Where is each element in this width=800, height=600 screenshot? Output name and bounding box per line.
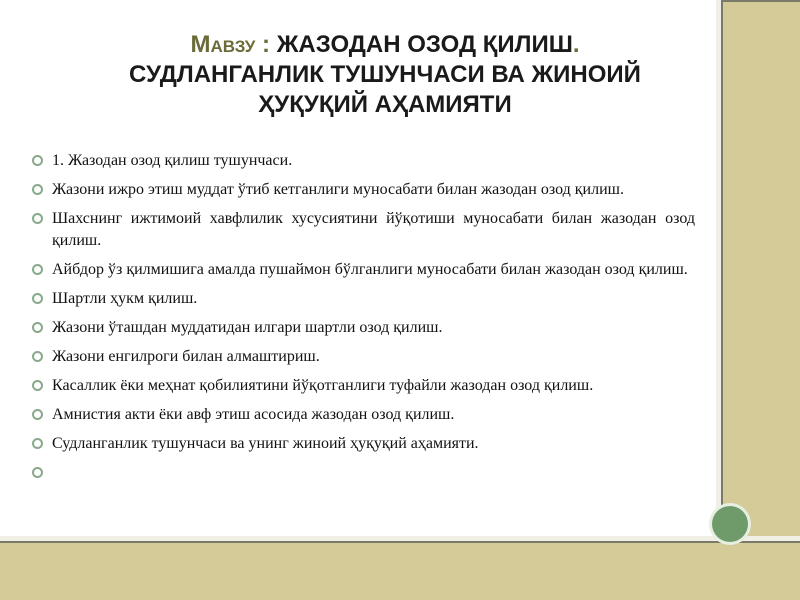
title-line-1 bbox=[60, 30, 710, 60]
bullet-icon bbox=[32, 322, 43, 333]
list-item-text: Шахснинг ижтимоий хавфлилик хусусиятини йўқотиши муносабати билан жазодан озод қилиш. bbox=[52, 210, 695, 249]
bullet-icon bbox=[32, 293, 43, 304]
list-item-text: Айбдор ўз қилмишига амалда пушаймон бўлганлиги муносабати билан жазодан озод қилиш. bbox=[52, 261, 688, 278]
decorative-circle-icon bbox=[712, 506, 748, 542]
bullet-icon bbox=[32, 467, 43, 478]
title-dot: . bbox=[572, 31, 580, 58]
bullet-icon bbox=[32, 264, 43, 275]
list-item-text: 1. Жазодан озод қилиш тушунчаси. bbox=[52, 152, 293, 169]
slide-title bbox=[60, 30, 710, 120]
bullet-icon bbox=[32, 351, 43, 362]
list-item-text: Касаллик ёки меҳнат қобилиятини йўқотганлиги туфайли жазодан озод қилиш. bbox=[52, 377, 594, 394]
bullet-icon bbox=[32, 213, 43, 224]
right-decorative-panel bbox=[721, 0, 800, 545]
list-item bbox=[30, 375, 695, 397]
bullet-icon bbox=[32, 184, 43, 195]
list-item-text: Жазони ўташдан муддатидан илгари шартли озод қилиш. bbox=[52, 319, 443, 336]
list-item bbox=[30, 433, 695, 455]
list-item bbox=[30, 462, 695, 484]
title-line-2: СУДЛАНГАНЛИК ТУШУНЧАСИ ВА ЖИНОИЙ bbox=[129, 61, 641, 88]
bullet-icon bbox=[32, 409, 43, 420]
list-item-text: Жазони ижро этиш муддат ўтиб кетганлиги муносабати билан жазодан озод қилиш. bbox=[52, 181, 624, 198]
title-topic: ЖАЗОДАН ОЗОД ҚИЛИШ bbox=[276, 31, 573, 58]
bullet-list bbox=[30, 150, 695, 491]
list-item-text: Шартли ҳукм қилиш. bbox=[52, 290, 198, 307]
bullet-icon bbox=[32, 438, 43, 449]
bottom-decorative-band bbox=[0, 541, 800, 600]
list-item bbox=[30, 259, 695, 281]
list-item-text: Жазони енгилроги билан алмаштириш. bbox=[52, 348, 320, 365]
list-item bbox=[30, 346, 695, 368]
list-item bbox=[30, 317, 695, 339]
title-line-3: ҲУҚУҚИЙ АҲАМИЯТИ bbox=[258, 91, 512, 118]
list-item bbox=[30, 404, 695, 426]
list-item-text: Амнистия акти ёки авф этиш асосида жазодан озод қилиш. bbox=[52, 406, 455, 423]
list-item bbox=[30, 179, 695, 201]
list-item bbox=[30, 288, 695, 310]
bullet-icon bbox=[32, 380, 43, 391]
list-item bbox=[30, 150, 695, 172]
title-prefix: Мавзу : bbox=[190, 31, 271, 58]
bullet-icon bbox=[32, 155, 43, 166]
list-item bbox=[30, 208, 695, 252]
list-item-text: Судланганлик тушунчаси ва унинг жиноий ҳуқуқий аҳамияти. bbox=[52, 435, 479, 452]
